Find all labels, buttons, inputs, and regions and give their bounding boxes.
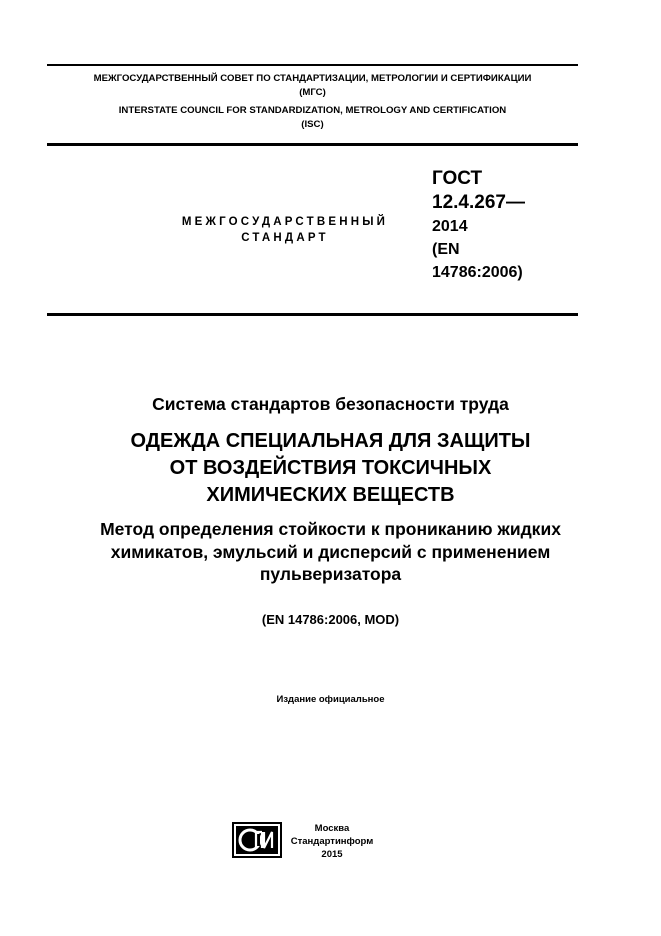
standartinform-logo-icon (232, 822, 282, 858)
council-name-en (47, 104, 578, 132)
main-title-line2: ОТ ВОЗДЕЙСТВИЯ ТОКСИЧНЫХ (169, 457, 492, 479)
main-title-line1: ОДЕЖДА СПЕЦИАЛЬНАЯ ДЛЯ ЗАЩИТЫ (130, 430, 531, 452)
series-title: Система стандартов безопасности труда (152, 394, 509, 414)
council-name-en-line1: INTERSTATE COUNCIL FOR STANDARDIZATION, METROLOGY AND CERTIFICATION (118, 105, 507, 116)
publisher-city: Москва (314, 823, 350, 834)
edition-label: Издание официальное (276, 694, 385, 705)
publisher-name: Стандартинформ (290, 836, 374, 847)
main-title (40, 428, 621, 509)
standard-type-line2: СТАНДАРТ (241, 232, 329, 244)
gost-year: 2014 (432, 218, 468, 235)
gost-designation (432, 167, 582, 284)
publisher-info (282, 822, 382, 861)
publisher-year: 2015 (321, 849, 343, 860)
main-title-line3: ХИМИЧЕСКИХ ВЕЩЕСТВ (206, 484, 455, 506)
designation-bottom-rule (47, 313, 578, 316)
standard-type-label (165, 214, 405, 246)
subtitle (30, 518, 631, 586)
council-name-en-abbr: (ISC) (301, 119, 324, 130)
gost-number: 12.4.267— (432, 192, 525, 213)
gost-label: ГОСТ (432, 168, 483, 189)
en-reference: (EN 14786:2006, MOD) (261, 612, 400, 627)
subtitle-line1: Метод определения стойкости к прониканию жидких (100, 519, 561, 539)
council-name-ru-line1: МЕЖГОСУДАРСТВЕННЫЙ СОВЕТ ПО СТАНДАРТИЗАЦИИ, МЕТРОЛОГИИ И СЕРТИФИКАЦИИ (93, 73, 532, 84)
subtitle-line3: пульверизатора (259, 564, 402, 584)
standard-type-line1: МЕЖГОСУДАРСТВЕННЫЙ (181, 216, 389, 228)
top-rule (47, 64, 578, 66)
subtitle-line2: химикатов, эмульсий и дисперсий с применением (110, 541, 551, 562)
council-name-ru-abbr: (МГС) (299, 87, 326, 98)
council-name-ru (47, 72, 578, 100)
gost-en-ref-prefix: (EN (432, 241, 460, 258)
header-bottom-rule (47, 143, 578, 146)
gost-en-ref-number: 14786:2006) (432, 264, 523, 281)
